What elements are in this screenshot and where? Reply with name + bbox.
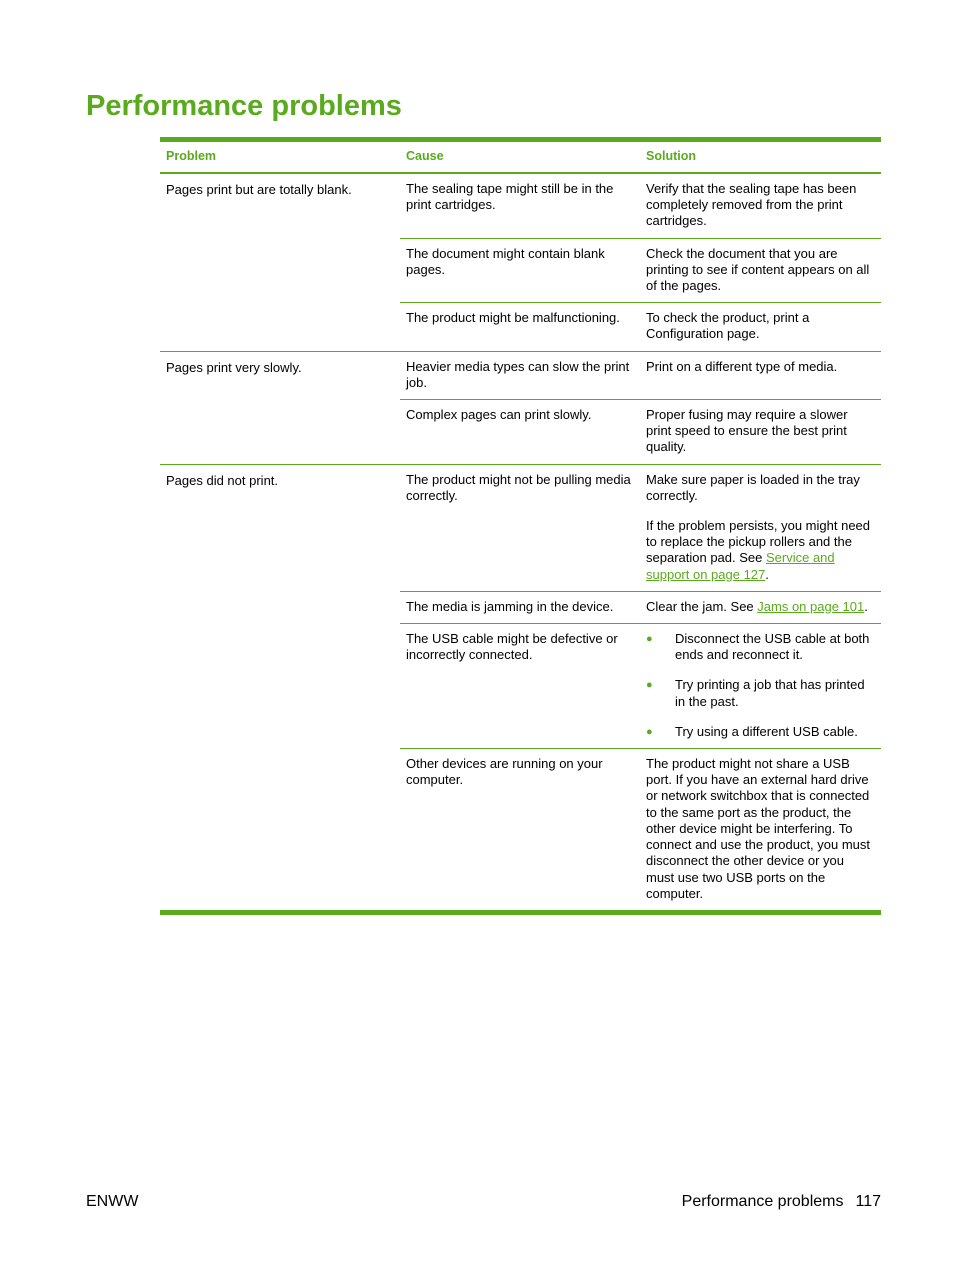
problem-group-slow-printing <box>160 352 881 465</box>
solution-cell: To check the product, print a Configuration page. <box>646 310 810 342</box>
bullet-icon: ● <box>646 633 653 646</box>
problem-group-blank-pages <box>160 174 881 352</box>
page-number: 117 <box>855 1193 881 1210</box>
cause-cell: Heavier media types can slow the print job. <box>406 358 630 390</box>
solution-cell: The product might not share a USB port. If you have an external hard drive or network switchbox that is connected to the same port as the product, the other device might be interfering. To connect and use the product, you must disconnect the other device or you must use two USB ports on the computer. <box>646 756 871 901</box>
table-row <box>400 624 881 749</box>
service-and-support-link[interactable]: Service and support on page 127 <box>646 550 835 582</box>
cause-cell: The document might contain blank pages. <box>406 245 605 277</box>
cause-cell: The sealing tape might still be in the print cartridges. <box>406 181 614 213</box>
cause-cell: Complex pages can print slowly. <box>406 407 592 423</box>
cause-cell: The product might not be pulling media correctly. <box>406 471 631 503</box>
header-solution: Solution <box>646 149 696 163</box>
solution-bullet-list <box>646 631 875 740</box>
problem-cell: Pages print very slowly. <box>166 359 302 375</box>
footer-left-label: ENWW <box>86 1193 139 1210</box>
solution-cell: Print on a different type of media. <box>646 358 838 374</box>
problem-cell: Pages did not print. <box>166 472 279 488</box>
footer-right <box>682 1193 881 1211</box>
solution-cell: Verify that the sealing tape has been completely removed from the print cartridges. <box>646 181 857 229</box>
table-row <box>400 592 881 624</box>
table-row <box>400 749 881 910</box>
table-header-row <box>160 142 881 174</box>
problem-group-did-not-print <box>160 465 881 910</box>
solution-paragraph: Make sure paper is loaded in the tray correctly. <box>646 471 860 503</box>
solution-cell <box>640 592 881 623</box>
solution-cell: Check the document that you are printing to see if content appears on all of the pages. <box>646 245 870 294</box>
footer-section-title: Performance problems <box>681 1193 844 1210</box>
solution-text: . <box>765 566 769 582</box>
list-item <box>646 631 875 663</box>
solution-cell <box>640 465 881 591</box>
solution-paragraph <box>646 518 875 583</box>
table-row <box>400 400 881 464</box>
cause-cell: Other devices are running on your computer. <box>406 756 603 788</box>
bullet-text: Try using a different USB cable. <box>675 723 858 739</box>
bullet-icon: ● <box>646 725 653 738</box>
header-cause: Cause <box>406 149 444 163</box>
header-problem: Problem <box>166 149 217 163</box>
solution-cell <box>640 624 881 748</box>
solution-cell: Proper fusing may require a slower print speed to ensure the best print quality. <box>646 407 848 455</box>
performance-problems-table <box>160 137 881 915</box>
cause-cell: The product might be malfunctioning. <box>406 310 620 326</box>
bullet-icon: ● <box>646 679 653 692</box>
page-title: Performance problems <box>86 90 402 122</box>
solution-text: Clear the jam. See <box>646 598 758 614</box>
table-row <box>400 239 881 304</box>
table-bottom-rule <box>160 910 881 915</box>
list-item <box>646 677 875 709</box>
jams-link[interactable]: Jams on page 101 <box>757 598 865 614</box>
table-row <box>400 352 881 400</box>
table-row <box>400 174 881 239</box>
cause-cell: The USB cable might be defective or incorrectly connected. <box>406 631 618 663</box>
solution-text: If the problem persists, you might need to replace the pickup rollers and the separation pad. See <box>646 518 871 566</box>
bullet-text: Disconnect the USB cable at both ends and reconnect it. <box>675 631 870 663</box>
bullet-text: Try printing a job that has printed in the past. <box>675 677 865 709</box>
table-row <box>400 303 881 350</box>
problem-cell: Pages print but are totally blank. <box>166 182 352 197</box>
cause-cell: The media is jamming in the device. <box>406 598 614 614</box>
solution-text: . <box>864 598 868 614</box>
list-item <box>646 724 875 740</box>
table-row <box>400 465 881 592</box>
